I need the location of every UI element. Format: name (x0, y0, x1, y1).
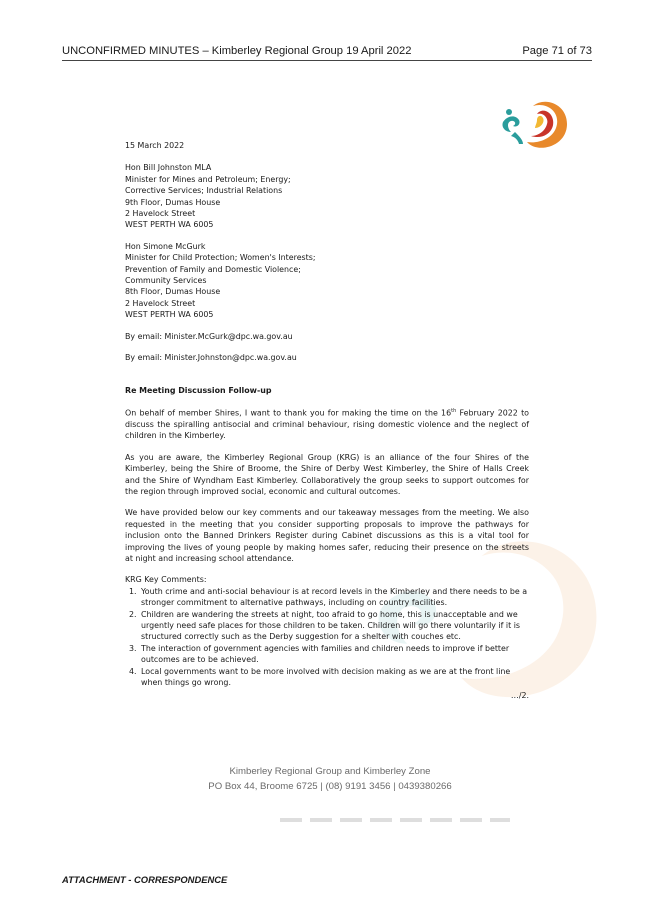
address-line: WEST PERTH WA 6005 (125, 310, 214, 320)
address-line: 2 Havelock Street (125, 298, 196, 308)
address-line: Hon Simone McGurk (125, 241, 206, 251)
paragraph-text: February 2022 to discuss the spiralling antisocial and criminal behaviour, rising domestic violence and the neglect of children in the Kimberley. (125, 408, 529, 441)
address-line: Minister for Child Protection; Women's Interests; (125, 253, 316, 263)
page-continued: …/2. (510, 691, 529, 701)
address-line: Corrective Services; Industrial Relations (125, 186, 283, 196)
attachment-label: ATTACHMENT - CORRESPONDENCE (62, 874, 228, 885)
paragraph-thanks (125, 406, 529, 442)
paragraph-krg-alliance: As you are aware, the Kimberley Regional Group (KRG) is an alliance of the four Shires of the Kimberley, being the Shire of Broome, the Shire of Derby West Kimberley, the Shire of Halls Creek and the Shire of Wyndham East Kimberley. Collaboratively the group seeks to support outcomes for the region through improved social, economic and cultural outcomes. (125, 452, 529, 496)
address-line: Minister for Mines and Petroleum; Energy; (125, 174, 291, 184)
address-line: Prevention of Family and Domestic Violence; (125, 264, 301, 274)
address-line: 8th Floor, Dumas House (125, 287, 221, 297)
letterhead-footer (150, 765, 510, 794)
key-comments-heading: KRG Key Comments: (125, 575, 207, 585)
address-line: Community Services (125, 276, 207, 286)
ordinal-suffix: th (451, 407, 457, 414)
header-title: UNCONFIRMED MINUTES – Kimberley Regional Group 19 April 2022 (62, 45, 412, 57)
address-line: Hon Bill Johnston MLA (125, 163, 212, 173)
recipient-address-2 (125, 241, 529, 321)
logo-teal-dot (506, 109, 512, 115)
comment-item: 1. Youth crime and anti-social behaviour is at record levels in the Kimberley and there needs to be a stronger commitment to alternative pathways, including on country facilities. (139, 586, 529, 609)
email-line-johnston: By email: Minister.Johnston@dpc.wa.gov.au (125, 353, 297, 363)
letter-subject: Re Meeting Discussion Follow-up (125, 385, 272, 395)
page-number: Page 71 of 73 (522, 45, 592, 57)
email-line-mcgurk: By email: Minister.McGurk@dpc.wa.gov.au (125, 331, 293, 341)
logo-yellow-swirl (535, 116, 544, 128)
footer-contact: PO Box 44, Broome 6725 | (08) 9191 3456 | 0439380266 (208, 780, 452, 792)
footer-org: Kimberley Regional Group and Kimberley Zone (229, 766, 431, 777)
letter-body (125, 140, 529, 702)
key-comments-list (125, 586, 529, 689)
paragraph-key-comments-intro: We have provided below our key comments and our takeaway messages from the meeting. We also requested in the meeting that you consider supporting proposals to improve the pathways for inclusion onto the Banned Drinkers Register during Cabinet discussions as this is a vital tool for improving the lives of young people by making homes safer, reducing their presence on the streets at night and increasing school attendance. (125, 508, 529, 563)
address-line: WEST PERTH WA 6005 (125, 220, 214, 230)
comment-item: 4. Local governments want to be more involved with decision making as we are at the front line when things go wrong. (139, 666, 529, 689)
page-header (62, 44, 592, 61)
comment-item: 2. Children are wandering the streets at night, too afraid to go home, this is unacceptable and we urgently need safe places for those children to be taken. Children will go there voluntarily if it is structured correctly such as the Derby suggestion for a shelter with couches etc. (139, 609, 529, 643)
comment-item: 3. The interaction of government agencies with families and children needs to improve if better outcomes are to be achieved. (139, 643, 529, 666)
address-line: 9th Floor, Dumas House (125, 197, 221, 207)
paragraph-text: On behalf of member Shires, I want to thank you for making the time on the 16 (125, 408, 452, 418)
recipient-address-1 (125, 162, 529, 230)
faint-text-line (280, 818, 510, 822)
letter-date: 15 March 2022 (125, 141, 185, 150)
address-line: 2 Havelock Street (125, 209, 196, 219)
